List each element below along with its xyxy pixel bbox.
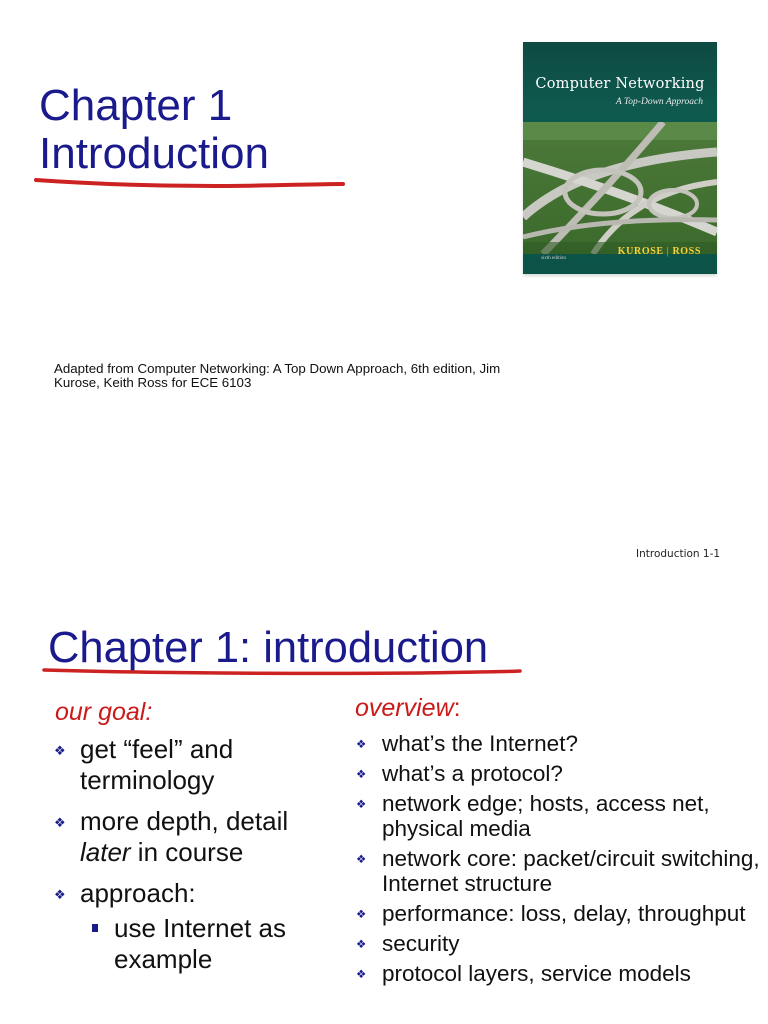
slide-footer: Introduction 1-1 (636, 548, 721, 560)
list-item (354, 961, 766, 986)
book-authors (618, 246, 701, 257)
list-item (52, 734, 342, 796)
list-item (354, 931, 766, 956)
book-title: Computer Networking (535, 76, 705, 92)
overview-item: what’s a protocol? (382, 761, 563, 786)
diamond-bullet-icon: ❖ (54, 744, 66, 759)
our-goal-heading: our goal: (55, 698, 153, 726)
diamond-bullet-icon: ❖ (54, 816, 66, 831)
overview-item: performance: loss, delay, throughput (382, 901, 746, 926)
overview-item: network core: packet/circuit switching, Internet structure (382, 846, 760, 896)
diamond-bullet-icon: ❖ (356, 737, 367, 751)
slide2-title-underline-decoration (42, 664, 522, 678)
slide-2 (0, 605, 768, 1024)
diamond-bullet-icon: ❖ (356, 797, 367, 811)
book-subtitle: A Top-Down Approach (615, 97, 703, 107)
overview-heading-text: overview (355, 694, 454, 722)
textbook-cover-image (523, 42, 717, 274)
diamond-bullet-icon: ❖ (356, 907, 367, 921)
diamond-bullet-icon: ❖ (356, 767, 367, 781)
diamond-bullet-icon: ❖ (54, 888, 66, 903)
overview-item: what’s the Internet? (382, 731, 578, 756)
overview-list (354, 731, 766, 991)
list-item (80, 913, 342, 975)
book-author-ross: ROSS (672, 246, 701, 257)
title-underline-decoration (34, 170, 346, 190)
goal-item-approach: approach: (80, 878, 196, 908)
book-author-kurose: KUROSE (617, 246, 664, 257)
author-separator: | (666, 246, 670, 257)
goal-item-depth-post: in course (130, 837, 244, 867)
list-item (354, 761, 766, 786)
overview-heading-colon: : (453, 694, 461, 722)
overview-item: protocol layers, service models (382, 961, 691, 986)
square-bullet-icon (92, 924, 98, 932)
slide1-title (39, 82, 269, 178)
slide1-title-line1: Chapter 1 (39, 81, 233, 130)
list-item (354, 901, 766, 926)
goal-list (52, 734, 342, 985)
list-item (354, 791, 766, 841)
attribution-text: Adapted from Computer Networking: A Top Down Approach, 6th edition, Jim Kurose, Keith Ross for ECE 6103 (54, 361, 501, 390)
list-item (52, 878, 342, 975)
diamond-bullet-icon: ❖ (356, 852, 367, 866)
slide2-title: Chapter 1: introduction (48, 624, 489, 672)
goal-item-depth-pre: more depth, detail (80, 806, 289, 836)
approach-sub-item: use Internet as example (114, 913, 286, 974)
list-item (354, 846, 766, 896)
slide1-title-line2: Introduction (39, 129, 269, 178)
goal-item-depth (80, 806, 288, 867)
diamond-bullet-icon: ❖ (356, 937, 367, 951)
list-item (52, 806, 342, 868)
list-item (354, 731, 766, 756)
overview-item: security (382, 931, 460, 956)
goal-item-depth-emphasis: later (80, 837, 131, 867)
highway-interchange-photo (523, 122, 717, 254)
approach-sub-list (80, 913, 342, 975)
overview-heading (355, 693, 461, 723)
overview-item: network edge; hosts, access net, physical media (382, 791, 710, 841)
goal-item-feel: get “feel” and terminology (80, 734, 234, 795)
book-edition: sixth edition (541, 256, 566, 261)
diamond-bullet-icon: ❖ (356, 967, 367, 981)
